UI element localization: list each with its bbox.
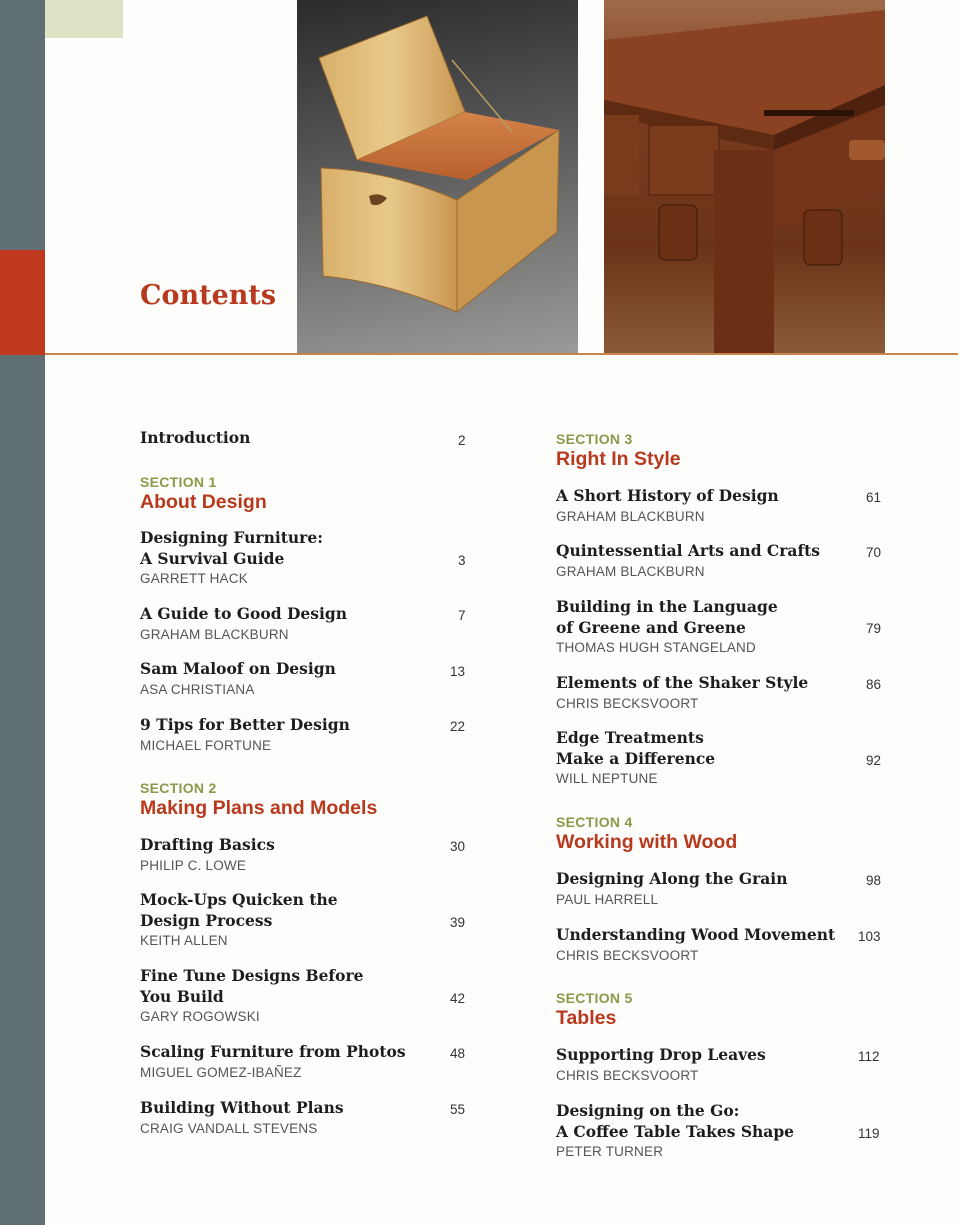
entry-author: MIGUEL GOMEZ-IBAÑEZ — [140, 1064, 302, 1080]
entry-title-line: A Guide to Good Design — [140, 604, 347, 623]
entry-page: 70 — [866, 545, 882, 560]
entry-title-line: Fine Tune Designs Before — [140, 966, 364, 985]
entry-page: 61 — [866, 490, 882, 505]
entry-title-line: Building in the Language — [556, 597, 778, 616]
entry-title-line: A Survival Guide — [140, 548, 285, 568]
header-rule — [45, 353, 958, 355]
entry-page: 48 — [450, 1046, 466, 1061]
entry-author: ASA CHRISTIANA — [140, 681, 255, 697]
entry-title-line: Building Without Plans — [140, 1098, 344, 1117]
toc-entry[interactable] — [556, 728, 715, 788]
entry-title-line: Supporting Drop Leaves — [556, 1045, 766, 1064]
chest-illustration — [297, 0, 578, 353]
entry-author: PETER TURNER — [556, 1144, 664, 1159]
page-spine-bar — [0, 0, 45, 1225]
toc-entry-introduction[interactable] — [140, 428, 250, 449]
entry-title-line: Edge Treatments — [556, 728, 704, 747]
section-label: SECTION 3 — [556, 431, 633, 447]
entry-title-line: of Greene and Greene — [556, 617, 746, 637]
section-label: SECTION 2 — [140, 780, 217, 796]
entry-page: 92 — [866, 753, 882, 768]
entry-author: GRAHAM BLACKBURN — [140, 626, 289, 642]
entry-author: PHILIP C. LOWE — [140, 857, 247, 873]
section-title: About Design — [140, 491, 267, 513]
entry-author: KEITH ALLEN — [140, 933, 228, 948]
entry-author: THOMAS HUGH STANGELAND — [556, 640, 756, 655]
entry-page: 30 — [450, 839, 466, 854]
toc-entry[interactable] — [140, 659, 336, 699]
entry-author: GARY ROGOWSKI — [140, 1009, 260, 1024]
table-illustration — [604, 0, 885, 353]
entry-title-line: Designing Furniture: — [140, 528, 323, 547]
entry-page: 86 — [866, 677, 882, 692]
entry-page: 7 — [458, 608, 466, 623]
toc-entry[interactable] — [556, 597, 778, 657]
entry-page: 13 — [450, 664, 466, 679]
entry-title-line: A Coffee Table Takes Shape — [556, 1121, 795, 1141]
entry-page: 55 — [450, 1102, 466, 1117]
entry-page: 39 — [450, 915, 466, 930]
toc-entry[interactable] — [140, 715, 350, 755]
section-title: Right In Style — [556, 448, 681, 470]
photo-table — [604, 0, 885, 353]
toc-entry[interactable] — [556, 486, 779, 526]
entry-title-line: You Build — [140, 986, 224, 1006]
section-label: SECTION 5 — [556, 990, 633, 1006]
entry-author: GRAHAM BLACKBURN — [556, 563, 705, 579]
toc-entry[interactable] — [140, 1042, 406, 1082]
entry-title-line: Understanding Wood Movement — [556, 925, 836, 944]
entry-page: 2 — [458, 433, 466, 448]
entry-page: 22 — [450, 719, 466, 734]
entry-title-line: 9 Tips for Better Design — [140, 715, 350, 734]
entry-page: 98 — [866, 873, 882, 888]
toc-entry[interactable] — [140, 604, 347, 644]
entry-page: 112 — [858, 1049, 880, 1064]
entry-title-line: Mock-Ups Quicken the — [140, 890, 338, 909]
entry-title-line: Scaling Furniture from Photos — [140, 1042, 406, 1061]
toc-entry[interactable] — [140, 966, 363, 1026]
entry-author: CHRIS BECKSVOORT — [556, 947, 699, 963]
section-title: Tables — [556, 1007, 617, 1029]
entry-page: 79 — [866, 621, 882, 636]
entry-author: CRAIG VANDALL STEVENS — [140, 1120, 318, 1136]
toc-entry[interactable] — [556, 869, 787, 909]
entry-author: GARRETT HACK — [140, 571, 248, 586]
section-label: SECTION 4 — [556, 814, 633, 830]
entry-page: 42 — [450, 991, 466, 1006]
section-title: Working with Wood — [556, 831, 738, 853]
entry-title-line: Design Process — [140, 910, 273, 930]
spine-accent-red — [0, 250, 45, 355]
entry-title-line: Sam Maloof on Design — [140, 659, 336, 678]
corner-tab — [45, 0, 123, 38]
entry-page: 3 — [458, 553, 466, 568]
entry-title-line: Quintessential Arts and Crafts — [556, 541, 821, 560]
toc-entry[interactable] — [556, 1101, 794, 1161]
photo-chest — [297, 0, 578, 353]
toc-entry[interactable] — [140, 835, 275, 875]
entry-author: MICHAEL FORTUNE — [140, 737, 272, 753]
entry-author: WILL NEPTUNE — [556, 771, 658, 786]
toc-entry[interactable] — [140, 528, 323, 588]
entry-author: CHRIS BECKSVOORT — [556, 1067, 699, 1083]
entry-title-line: A Short History of Design — [556, 486, 779, 505]
toc-entry[interactable] — [556, 673, 808, 713]
toc-entry[interactable] — [140, 890, 338, 950]
entry-title: Introduction — [140, 428, 251, 447]
page-title: Contents — [140, 280, 277, 311]
entry-page: 119 — [858, 1126, 880, 1141]
section-label: SECTION 1 — [140, 474, 217, 490]
toc-entry[interactable] — [556, 925, 835, 965]
entry-title-line: Elements of the Shaker Style — [556, 673, 809, 692]
entry-title-line: Make a Difference — [556, 748, 716, 768]
entry-title-line: Drafting Basics — [140, 835, 275, 854]
section-title: Making Plans and Models — [140, 797, 378, 819]
entry-author: PAUL HARRELL — [556, 891, 659, 907]
toc-entry[interactable] — [556, 1045, 766, 1085]
entry-author: GRAHAM BLACKBURN — [556, 508, 705, 524]
toc-entry[interactable] — [140, 1098, 344, 1138]
toc-entry[interactable] — [556, 541, 820, 581]
entry-title-line: Designing on the Go: — [556, 1101, 740, 1120]
entry-author: CHRIS BECKSVOORT — [556, 695, 699, 711]
entry-page: 103 — [858, 929, 881, 944]
entry-title-line: Designing Along the Grain — [556, 869, 788, 888]
